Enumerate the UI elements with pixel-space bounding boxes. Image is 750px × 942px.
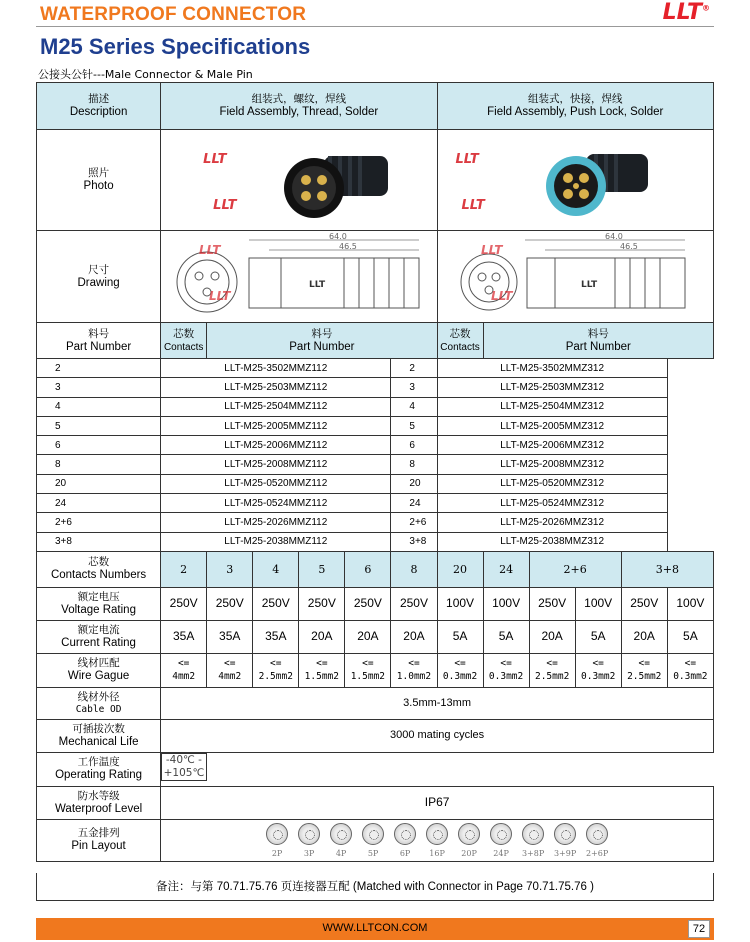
cable-od-row bbox=[37, 687, 714, 719]
current-row bbox=[37, 620, 714, 653]
pin-layout-row bbox=[37, 819, 714, 861]
pn-part-b: LLT-M25-2008MMZ312 bbox=[437, 455, 667, 474]
wire-size: 0.3mm2 bbox=[442, 671, 478, 683]
pn-part-a: LLT-M25-2026MMZ112 bbox=[161, 513, 391, 532]
pin-layout-label: 24P bbox=[493, 849, 509, 859]
contacts-value: 24 bbox=[483, 551, 529, 587]
pn-part-b: LLT-M25-2503MMZ312 bbox=[437, 378, 667, 397]
pin-layout-item bbox=[360, 823, 386, 860]
drawing-row bbox=[37, 231, 714, 323]
connector-thread-photo bbox=[276, 136, 396, 226]
pin-layout-icon bbox=[426, 823, 448, 845]
part-number-row bbox=[37, 436, 714, 455]
pn-contacts-header-a: 芯数 Contacts bbox=[161, 323, 207, 359]
pin-layout-label: 3P bbox=[303, 849, 315, 859]
description-label: 描述 Description bbox=[37, 83, 161, 130]
wire-size: 2.5mm2 bbox=[258, 671, 293, 683]
pn-part-a: LLT-M25-0520MMZ112 bbox=[161, 474, 391, 493]
contacts-value: 20 bbox=[437, 551, 483, 587]
pin-layout-label: 20P bbox=[461, 849, 477, 859]
waterproof-row bbox=[37, 786, 714, 819]
pn-part-b: LLT-M25-2005MMZ312 bbox=[437, 416, 667, 435]
watermark-llt: LLT bbox=[213, 197, 237, 213]
connector-pushlock-photo bbox=[538, 136, 658, 226]
current-value: 5A bbox=[483, 620, 529, 653]
brand-logo: LLT® bbox=[662, 0, 710, 25]
current-value: 5A bbox=[667, 620, 713, 653]
pin-layout-icon bbox=[458, 823, 480, 845]
compatibility-note: 备注：与第 70.71.75.76 页连接器互配 (Matched with Connector in Page 70.71.75.76 ) bbox=[36, 873, 714, 901]
voltage-value: 100V bbox=[575, 587, 621, 620]
watermark-llt: LLT bbox=[461, 197, 485, 213]
header-title: WATERPROOF CONNECTOR bbox=[40, 4, 307, 25]
pin-layout-label: 16P bbox=[429, 849, 445, 859]
page-title: M25 Series Specifications bbox=[40, 34, 311, 59]
wire-size: 1.5mm2 bbox=[304, 671, 339, 683]
wire-prefix: <= bbox=[638, 658, 650, 670]
voltage-value: 250V bbox=[161, 587, 207, 620]
pin-layout-item bbox=[424, 823, 450, 860]
pin-layout-cell bbox=[161, 819, 714, 861]
wire-value bbox=[299, 653, 345, 687]
current-value: 20A bbox=[299, 620, 345, 653]
current-value: 35A bbox=[253, 620, 299, 653]
watermark-llt: LLT bbox=[481, 242, 503, 257]
wire-size: 0.3mm2 bbox=[488, 671, 524, 683]
pin-layout-label: 6P bbox=[399, 849, 411, 859]
contacts-value: 4 bbox=[253, 551, 299, 587]
voltage-value: 100V bbox=[437, 587, 483, 620]
pn-part-b: LLT-M25-2038MMZ312 bbox=[437, 532, 667, 551]
pn-contacts-a: 24 bbox=[37, 494, 161, 513]
voltage-row bbox=[37, 587, 714, 620]
pn-contacts-b: 8 bbox=[391, 455, 437, 474]
watermark-llt: LLT bbox=[203, 151, 227, 167]
pn-contacts-b: 2 bbox=[391, 359, 437, 378]
wire-label: 线材匹配 Wire Gague bbox=[37, 653, 161, 687]
wire-size: 2.5mm2 bbox=[534, 671, 570, 683]
product-b-drawing bbox=[437, 231, 713, 323]
part-number-row bbox=[37, 474, 714, 493]
wire-size: 4mm2 bbox=[218, 671, 242, 683]
part-number-row bbox=[37, 416, 714, 435]
pn-part-b: LLT-M25-2504MMZ312 bbox=[437, 397, 667, 416]
mechanical-label: 可插拔次数 Mechanical Life bbox=[37, 719, 161, 752]
wire-size: 1.5mm2 bbox=[350, 671, 386, 683]
part-number-list bbox=[37, 359, 714, 552]
wire-prefix: <= bbox=[362, 658, 374, 670]
wire-value bbox=[575, 653, 621, 687]
mechanical-value: 3000 mating cycles bbox=[161, 719, 714, 752]
pin-layout-item bbox=[552, 823, 578, 860]
pin-layout-item bbox=[328, 823, 354, 860]
pin-layout-item bbox=[584, 823, 610, 860]
voltage-value: 100V bbox=[667, 587, 713, 620]
pn-contacts-a: 8 bbox=[37, 455, 161, 474]
contacts-value: 3+8 bbox=[621, 551, 713, 587]
pin-layout-icon bbox=[330, 823, 352, 845]
pn-contacts-a: 2+6 bbox=[37, 513, 161, 532]
drawing-logo: LLT bbox=[308, 279, 325, 290]
pn-part-a: LLT-M25-2005MMZ112 bbox=[161, 416, 391, 435]
pn-contacts-b: 24 bbox=[391, 494, 437, 513]
pn-part-a: LLT-M25-2503MMZ112 bbox=[161, 378, 391, 397]
pin-layout-item bbox=[296, 823, 322, 860]
wire-size: 2.5mm2 bbox=[627, 671, 662, 683]
product-b-description: 组装式，快接，焊线 Field Assembly, Push Lock, Solder bbox=[437, 83, 713, 130]
pn-contacts-a: 3+8 bbox=[37, 532, 161, 551]
dimension-total: 64.0 bbox=[605, 231, 624, 241]
pn-part-a: LLT-M25-2008MMZ112 bbox=[161, 455, 391, 474]
pin-layout-label: 3+9P bbox=[553, 849, 577, 859]
watermark-llt: LLT bbox=[198, 242, 221, 257]
voltage-label: 额定电压 Voltage Rating bbox=[37, 587, 161, 620]
dimension-total: 64.0 bbox=[328, 231, 347, 241]
wire-prefix: <= bbox=[270, 658, 282, 670]
watermark-llt: LLT bbox=[491, 288, 513, 303]
photo-label: 照片 Photo bbox=[37, 130, 161, 231]
watermark-llt: LLT bbox=[455, 151, 479, 167]
part-number-row bbox=[37, 359, 714, 378]
voltage-value: 250V bbox=[253, 587, 299, 620]
pn-part-a: LLT-M25-0524MMZ112 bbox=[161, 494, 391, 513]
operating-label: 工作温度 Operating Rating bbox=[37, 752, 161, 786]
pn-part-b: LLT-M25-0524MMZ312 bbox=[437, 494, 667, 513]
pn-part-b: LLT-M25-2026MMZ312 bbox=[437, 513, 667, 532]
wire-value bbox=[483, 653, 529, 687]
operating-value: -40℃ - +105℃ bbox=[161, 753, 207, 781]
wire-value bbox=[253, 653, 299, 687]
product-a-drawing bbox=[161, 231, 437, 323]
dimension-drawing bbox=[169, 232, 429, 318]
cable-od-label: 线材外径 Cable OD bbox=[37, 687, 161, 719]
pn-part-b: LLT-M25-2006MMZ312 bbox=[437, 436, 667, 455]
waterproof-label: 防水等级 Waterproof Level bbox=[37, 786, 161, 819]
pin-layout-item bbox=[392, 823, 418, 860]
pin-layout-label: 5P bbox=[367, 849, 379, 859]
wire-row bbox=[37, 653, 714, 687]
wire-size: 0.3mm2 bbox=[673, 671, 708, 683]
wire-prefix: <= bbox=[592, 658, 604, 670]
voltage-value: 250V bbox=[621, 587, 667, 620]
footer-url[interactable]: WWW.LLTCON.COM bbox=[322, 922, 428, 934]
dimension-body: 46.5 bbox=[338, 241, 357, 251]
wire-value bbox=[207, 653, 253, 687]
wire-prefix: <= bbox=[546, 658, 558, 670]
pin-layout-icon bbox=[490, 823, 512, 845]
dimension-drawing bbox=[455, 232, 695, 318]
wire-prefix: <= bbox=[224, 658, 236, 670]
pin-layout-icon bbox=[362, 823, 384, 845]
wire-value bbox=[667, 653, 713, 687]
wire-prefix: <= bbox=[684, 658, 697, 670]
part-number-row bbox=[37, 532, 714, 551]
wire-prefix: <= bbox=[177, 658, 190, 670]
pin-layout-label: 4P bbox=[335, 849, 347, 859]
pn-contacts-a: 3 bbox=[37, 378, 161, 397]
pn-part-b: LLT-M25-0520MMZ312 bbox=[437, 474, 667, 493]
dimension-body: 46.5 bbox=[620, 241, 639, 251]
spec-table bbox=[36, 82, 714, 862]
voltage-value: 100V bbox=[483, 587, 529, 620]
pin-layout-label: 3+8P bbox=[521, 849, 545, 859]
part-number-header-row bbox=[37, 323, 714, 359]
current-value: 20A bbox=[621, 620, 667, 653]
pin-layout-label: 2P bbox=[271, 849, 283, 859]
current-value: 20A bbox=[391, 620, 437, 653]
pn-contacts-b: 4 bbox=[391, 397, 437, 416]
mechanical-row bbox=[37, 719, 714, 752]
wire-prefix: <= bbox=[500, 658, 512, 670]
pn-part-header-b: 料号 Part Number bbox=[483, 323, 713, 359]
photo-row bbox=[37, 130, 714, 231]
pn-contacts-a: 2 bbox=[37, 359, 161, 378]
contacts-value: 3 bbox=[207, 551, 253, 587]
current-value: 20A bbox=[529, 620, 575, 653]
pn-part-b: LLT-M25-3502MMZ312 bbox=[437, 359, 667, 378]
contacts-value: 6 bbox=[345, 551, 391, 587]
product-b-photo bbox=[437, 130, 713, 231]
operating-row bbox=[37, 752, 714, 786]
voltage-value: 250V bbox=[529, 587, 575, 620]
wire-value bbox=[161, 653, 207, 687]
watermark-llt: LLT bbox=[208, 288, 231, 303]
voltage-value: 250V bbox=[299, 587, 345, 620]
page-number: 72 bbox=[688, 920, 710, 938]
pin-layout-item bbox=[520, 823, 546, 860]
pn-part-a: LLT-M25-3502MMZ112 bbox=[161, 359, 391, 378]
pn-contacts-b: 5 bbox=[391, 416, 437, 435]
pin-layout-item bbox=[456, 823, 482, 860]
drawing-logo: LLT bbox=[581, 279, 598, 290]
current-value: 20A bbox=[345, 620, 391, 653]
pn-contacts-a: 6 bbox=[37, 436, 161, 455]
pin-layout-item bbox=[488, 823, 514, 860]
pn-contacts-b: 3 bbox=[391, 378, 437, 397]
wire-value bbox=[621, 653, 667, 687]
contacts-value: 5 bbox=[299, 551, 345, 587]
contacts-numbers-label: 芯数 Contacts Numbers bbox=[37, 551, 161, 587]
waterproof-value: IP67 bbox=[161, 786, 714, 819]
voltage-value: 250V bbox=[207, 587, 253, 620]
cable-od-value: 3.5mm-13mm bbox=[161, 687, 714, 719]
part-number-row bbox=[37, 455, 714, 474]
pn-contacts-b: 3+8 bbox=[391, 532, 437, 551]
pn-contacts-a: 5 bbox=[37, 416, 161, 435]
pn-part-a: LLT-M25-2006MMZ112 bbox=[161, 436, 391, 455]
part-number-label: 料号 Part Number bbox=[37, 323, 161, 359]
pin-layout-icon bbox=[298, 823, 320, 845]
voltage-value: 250V bbox=[391, 587, 437, 620]
pin-layout-label: 2+6P bbox=[585, 849, 609, 859]
part-number-row bbox=[37, 378, 714, 397]
pn-contacts-a: 20 bbox=[37, 474, 161, 493]
wire-prefix: <= bbox=[454, 658, 466, 670]
pin-layout-list bbox=[161, 820, 713, 860]
part-number-row bbox=[37, 397, 714, 416]
wire-size: 4mm2 bbox=[172, 671, 196, 683]
wire-value bbox=[391, 653, 437, 687]
pn-contacts-b: 2+6 bbox=[391, 513, 437, 532]
part-number-row bbox=[37, 494, 714, 513]
pin-layout-item bbox=[264, 823, 290, 860]
wire-size: 1.0mm2 bbox=[396, 671, 432, 683]
contacts-value: 8 bbox=[391, 551, 437, 587]
part-number-row bbox=[37, 513, 714, 532]
pn-contacts-b: 20 bbox=[391, 474, 437, 493]
pn-part-a: LLT-M25-2504MMZ112 bbox=[161, 397, 391, 416]
pin-layout-label: 五金排列 Pin Layout bbox=[37, 819, 161, 861]
pn-part-a: LLT-M25-2038MMZ112 bbox=[161, 532, 391, 551]
drawing-label: 尺寸 Drawing bbox=[37, 231, 161, 323]
contacts-value: 2+6 bbox=[529, 551, 621, 587]
header-divider bbox=[36, 26, 714, 27]
product-a-photo bbox=[161, 130, 437, 231]
current-value: 35A bbox=[161, 620, 207, 653]
wire-value bbox=[345, 653, 391, 687]
voltage-value: 250V bbox=[345, 587, 391, 620]
wire-value bbox=[437, 653, 483, 687]
page-caption: 公接头公针---Male Connector & Male Pin bbox=[38, 68, 253, 81]
wire-prefix: <= bbox=[408, 658, 420, 670]
pn-contacts-b: 6 bbox=[391, 436, 437, 455]
pin-layout-icon bbox=[266, 823, 288, 845]
wire-prefix: <= bbox=[316, 658, 328, 670]
current-label: 额定电流 Current Rating bbox=[37, 620, 161, 653]
contacts-numbers-row bbox=[37, 551, 714, 587]
pin-layout-icon bbox=[522, 823, 544, 845]
pn-contacts-header-b: 芯数 Contacts bbox=[437, 323, 483, 359]
pin-layout-icon bbox=[554, 823, 576, 845]
wire-size: 0.3mm2 bbox=[581, 671, 616, 683]
pin-layout-icon bbox=[586, 823, 608, 845]
footer-bar bbox=[36, 918, 714, 940]
description-row bbox=[37, 83, 714, 130]
current-value: 5A bbox=[437, 620, 483, 653]
wire-value bbox=[529, 653, 575, 687]
pin-layout-icon bbox=[394, 823, 416, 845]
contacts-value: 2 bbox=[161, 551, 207, 587]
pn-contacts-a: 4 bbox=[37, 397, 161, 416]
pn-part-header-a: 料号 Part Number bbox=[207, 323, 437, 359]
product-a-description: 组装式，螺纹，焊线 Field Assembly, Thread, Solder bbox=[161, 83, 437, 130]
current-value: 35A bbox=[207, 620, 253, 653]
current-value: 5A bbox=[575, 620, 621, 653]
